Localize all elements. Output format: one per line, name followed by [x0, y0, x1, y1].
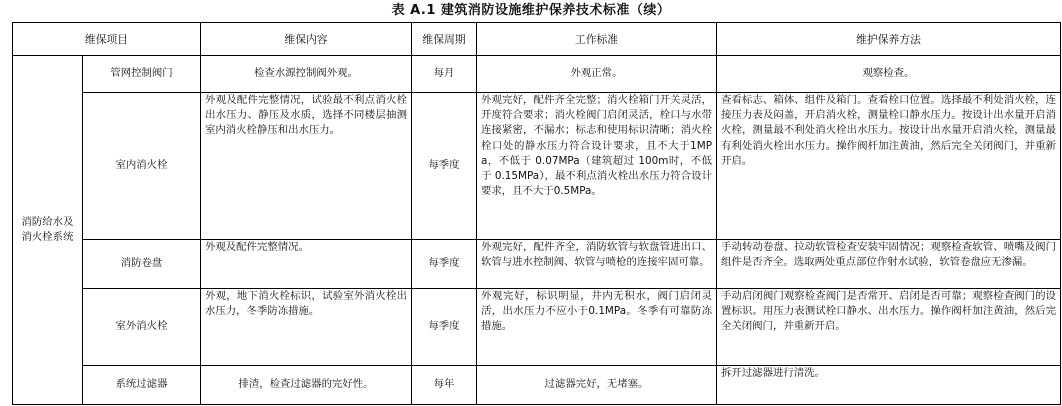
period-cell: 每年 [412, 366, 477, 405]
sub-item-cell: 管网控制阀门 [83, 56, 201, 93]
table-caption: 表 A.1 建筑消防设施维护保养技术标准（续） [391, 3, 671, 18]
standard-cell: 外观完好，配件齐全完整；消火栓箱门开关灵活，开度符合要求；消火栓阀门启闭灵活，栓口与水带连接紧密，不漏水；标志和使用标识清晰；消火栓栓口处的静水压力符合设计要求，且不大于1MPa，不低于 0.07MPa（建筑超过 100m时，不低于 0.15MPa），最不利点消火栓出水压力符合设计要求，且不大于0.5MPa。 [477, 93, 717, 240]
period-cell: 每季度 [412, 93, 477, 240]
table-row [13, 56, 1061, 93]
sub-item-cell: 室外消火栓 [83, 289, 201, 366]
standard-cell: 过滤器完好，无堵塞。 [477, 366, 717, 405]
period-cell: 每季度 [412, 240, 477, 289]
system-name-cell: 消防给水及消火栓系统 [13, 56, 83, 405]
table-row [13, 366, 1061, 405]
method-cell: 查看标志、箱体、组件及箱门。查看栓口位置。选择最不利处消火栓，连接压力表及闷盖，开启消火栓，测量栓口静水压力。按设计出水量开启消火栓，测量最不利处消火栓出水压力。按设计出水量开启消火栓，测量最有利处消火栓出水压力。操作阀杆加注黄油，然后完全关闭阀门，并重新开启。 [717, 93, 1061, 240]
table-header-row [13, 23, 1061, 56]
sub-item-cell: 系统过滤器 [83, 366, 201, 405]
content-cell: 排渣，检查过滤器的完好性。 [201, 366, 412, 405]
standard-cell: 外观完好，配件齐全，消防软管与软盘管进出口、软管与进水控制阀、软管与喷枪的连接牢固可靠。 [477, 240, 717, 289]
table-row [13, 93, 1061, 240]
standard-cell: 外观正常。 [477, 56, 717, 93]
method-cell: 手动转动卷盘、拉动软管检查安装牢固情况；观察检查软管、喷嘴及阀门组件是否齐全。选取两处重点部位作射水试验，软管卷盘应无渗漏。 [717, 240, 1061, 289]
period-cell: 每月 [412, 56, 477, 93]
header-content: 维保内容 [201, 23, 412, 56]
method-cell: 拆开过滤器进行清洗。 [717, 366, 1061, 405]
sub-item-cell: 消防卷盘 [83, 240, 201, 289]
table-row [13, 289, 1061, 366]
method-cell: 观察检查。 [717, 56, 1061, 93]
header-method: 维护保养方法 [717, 23, 1061, 56]
method-cell: 手动启闭阀门观察检查阀门是否常开、启闭是否可靠；观察检查阀门的设置标识。用压力表测试栓口静水、出水压力。操作阀杆加注黄油，然后完全关闭阀门，并重新开启。 [717, 289, 1061, 366]
content-cell: 检查水源控制阀外观。 [201, 56, 412, 93]
content-cell: 外观及配件完整情况。 [201, 240, 412, 289]
content-cell: 外观，地下消火栓标识，试验室外消火栓出水压力，冬季防冻措施。 [201, 289, 412, 366]
maintenance-standard-table [12, 22, 1061, 405]
content-cell: 外观及配件完整情况，试验最不利点消火栓出水压力、静压及水质，选择不同楼层抽测室内消火栓静压和出水压力。 [201, 93, 412, 240]
header-item: 维保项目 [13, 23, 201, 56]
standard-cell: 外观完好，标识明显，井内无积水，阀门启闭灵活，出水压力不应小于0.1MPa。冬季有可靠防冻措施。 [477, 289, 717, 366]
header-period: 维保周期 [412, 23, 477, 56]
sub-item-cell: 室内消火栓 [83, 93, 201, 240]
table-row [13, 240, 1061, 289]
header-standard: 工作标准 [477, 23, 717, 56]
period-cell: 每季度 [412, 289, 477, 366]
